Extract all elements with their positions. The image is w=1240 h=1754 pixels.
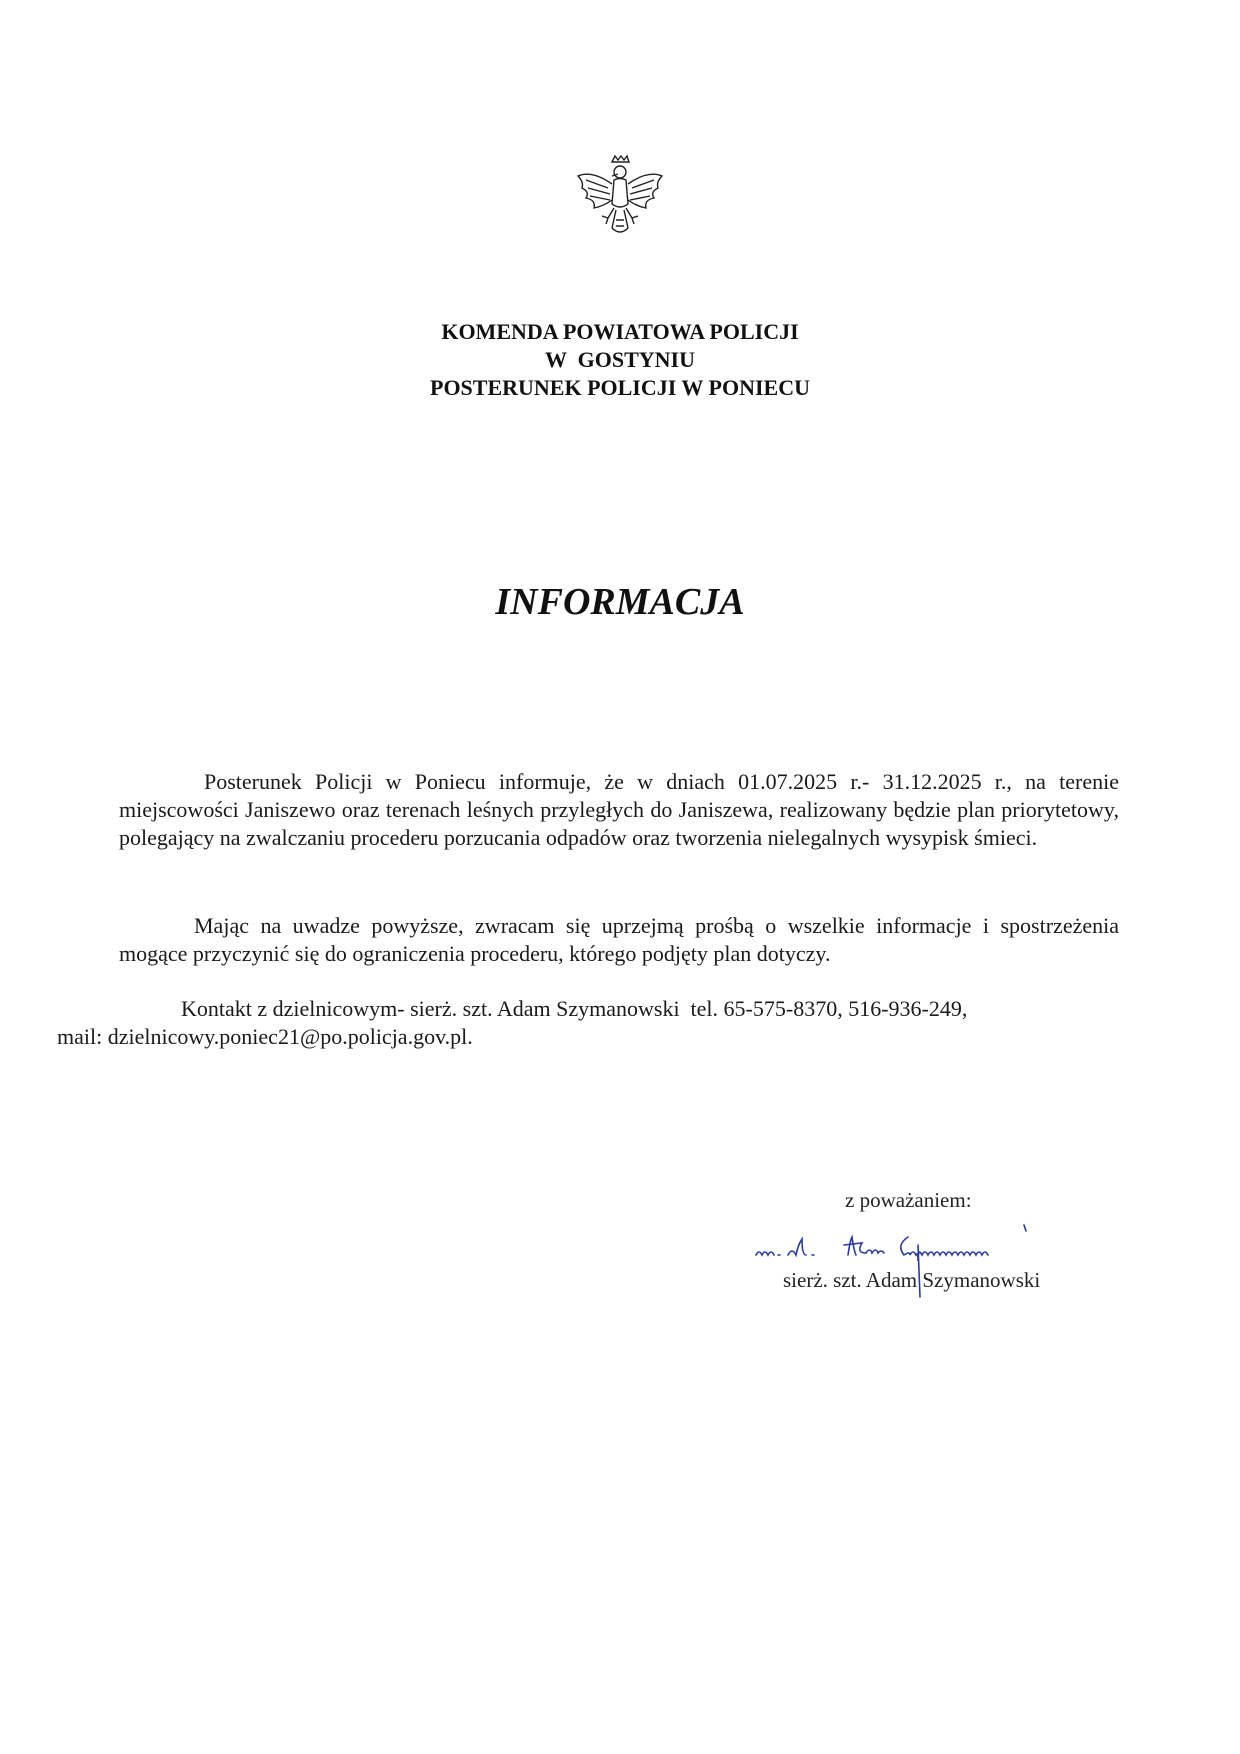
letterhead-line-1: KOMENDA POWIATOWA POLICJI — [441, 319, 799, 344]
document-title: INFORMACJA — [495, 581, 745, 623]
letterhead-line-3: POSTERUNEK POLICJI W PONIECU — [430, 375, 810, 400]
contact-line-2: mail: dzielnicowy.poniec21@po.policja.gov.pl. — [57, 1024, 473, 1049]
contact-paragraph — [57, 995, 1119, 1051]
paragraph-2: Mając na uwadze powyższe, zwracam się uprzejmą prośbą o wszelkie informacje i spostrzeżenia mogące przyczynić się do ograniczenia procederu, którego podjęty plan dotyczy. — [119, 913, 1119, 966]
signer-name: sierż. szt. Adam Szymanowski — [783, 1268, 1041, 1292]
contact-line-1: Kontakt z dzielnicowym- sierż. szt. Adam Szymanowski tel. 65-575-8370, 516-936-249, — [181, 996, 968, 1021]
paragraph-1: Posterunek Policji w Poniecu informuje, że w dniach 01.07.2025 r.- 31.12.2025 r., na terenie miejscowości Janiszewo oraz terenach leśnych przyległych do Janiszewa, realizowany będzie plan priorytetowy, polegający na zwalczaniu procederu porzucania odpadów oraz tworzenia nielegalnych wysypisk śmieci. — [119, 769, 1119, 850]
letterhead — [300, 318, 940, 402]
closing-salutation: z poważaniem: — [845, 1188, 972, 1212]
letterhead-line-2: W GOSTYNIU — [545, 347, 695, 372]
polish-eagle-emblem-icon — [572, 152, 668, 242]
